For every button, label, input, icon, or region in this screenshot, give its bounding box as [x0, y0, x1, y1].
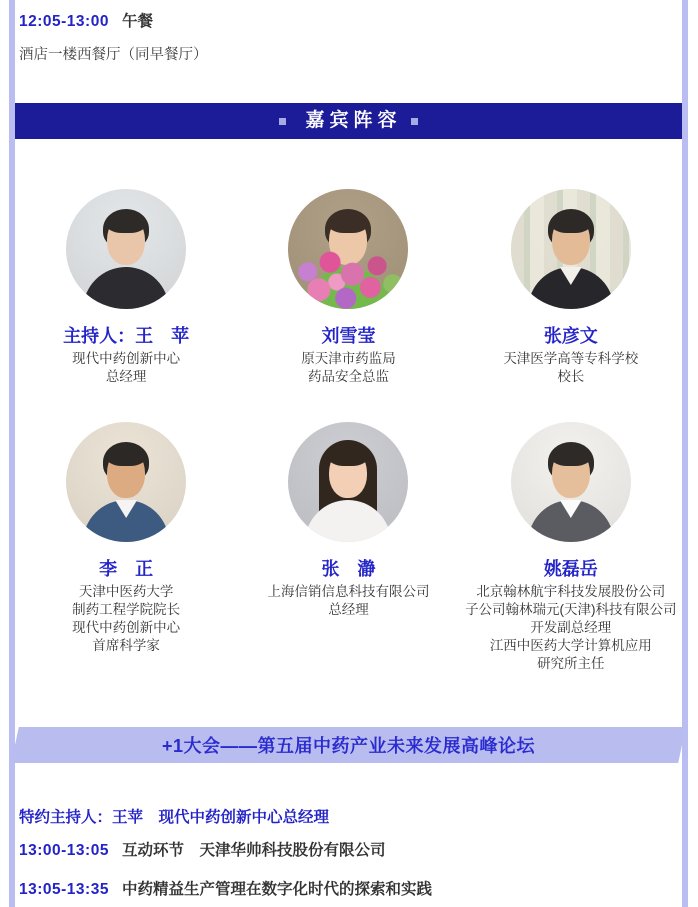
- lunch-location: 酒店一楼西餐厅（同早餐厅）: [19, 47, 208, 63]
- avatar-face: [329, 448, 367, 498]
- speaker-title-line: 现代中药创新中心: [72, 351, 181, 366]
- speaker-photo: [66, 189, 186, 309]
- speaker-title-line: 总经理: [328, 602, 369, 617]
- speaker-title-line: 开发副总经理: [530, 620, 612, 635]
- guest-section-title: 嘉宾阵容: [305, 110, 402, 131]
- guest-section-banner: [15, 103, 682, 139]
- speaker-name: 张 瀞: [321, 559, 376, 579]
- schedule-item-title: 互动环节 天津华帅科技股份有限公司: [121, 842, 386, 859]
- speaker-card: [288, 189, 408, 386]
- schedule-item-time: 13:05-13:35: [19, 881, 109, 898]
- speaker-card: [465, 422, 677, 673]
- page-content: [15, 0, 682, 901]
- lunch-time: 12:05-13:00: [19, 13, 109, 30]
- speaker-photo: [288, 189, 408, 309]
- avatar-shoulders: [528, 500, 614, 542]
- avatar-shoulders: [83, 500, 169, 542]
- bullet-square-icon: [411, 118, 418, 125]
- speaker-title-line: 江西中医药大学计算机应用: [489, 638, 652, 653]
- afternoon-schedule-block: [15, 807, 682, 901]
- avatar-face: [107, 448, 145, 498]
- special-host-line: 特约主持人：王苹 现代中药创新中心总经理: [19, 809, 330, 826]
- speaker-titles: [503, 350, 638, 386]
- lunch-schedule-block: [15, 12, 682, 65]
- speaker-title-line: 上海信销信息科技有限公司: [267, 584, 430, 599]
- speaker-card: [503, 189, 638, 386]
- speakers-grid: [15, 189, 682, 673]
- speaker-titles: [72, 350, 180, 386]
- speaker-title-line: 原天津市药监局: [301, 351, 396, 366]
- right-border-bar: [682, 0, 688, 907]
- avatar-face: [552, 448, 590, 498]
- avatar-shoulders: [83, 267, 169, 309]
- speaker-photo: [66, 422, 186, 542]
- speaker-name: 姚磊岳: [543, 559, 598, 579]
- speaker-name: 张彦文: [543, 326, 598, 346]
- avatar-face: [107, 215, 145, 265]
- speaker-titles: [267, 583, 429, 619]
- speaker-name: 刘雪莹: [321, 326, 376, 346]
- bullet-square-icon: [279, 118, 286, 125]
- speaker-title-line: 子公司翰林瑞元(天津)科技有限公司: [465, 602, 677, 617]
- speaker-title-line: 药品安全总监: [307, 369, 389, 384]
- flower-bouquet: [292, 249, 404, 309]
- speaker-title-line: 天津中医药大学: [78, 584, 174, 599]
- speaker-titles: [301, 350, 396, 386]
- speaker-card: [267, 422, 429, 673]
- speaker-title-line: 校长: [557, 369, 585, 384]
- speaker-card: [63, 189, 189, 386]
- speaker-titles: [465, 583, 677, 673]
- left-border-bar: [9, 0, 15, 907]
- forum-section-banner: [11, 727, 686, 763]
- lunch-schedule-line: [15, 12, 682, 32]
- forum-banner-title: +1大会——第五届中药产业未来发展高峰论坛: [161, 736, 536, 756]
- speaker-title-line: 研究所主任: [537, 656, 605, 671]
- speaker-title-line: 总经理: [105, 369, 147, 384]
- speaker-photo: [511, 422, 631, 542]
- schedule-item: [15, 840, 682, 862]
- speaker-title-line: 制药工程学院院长: [72, 602, 181, 617]
- avatar-face: [552, 215, 590, 265]
- speaker-name: 李 正: [99, 559, 154, 579]
- avatar-shoulders: [305, 500, 391, 542]
- schedule-item-time: 13:00-13:05: [19, 842, 109, 859]
- speaker-photo: [511, 189, 631, 309]
- speaker-photo: [288, 422, 408, 542]
- speaker-title-line: 天津医学高等专科学校: [503, 351, 639, 366]
- lunch-label: 午餐: [121, 13, 153, 30]
- speaker-title-line: 北京翰林航宇科技发展股份公司: [476, 584, 666, 599]
- speaker-card: [66, 422, 186, 673]
- speaker-title-line: 首席科学家: [92, 638, 160, 653]
- speaker-titles: [72, 583, 180, 655]
- speaker-name: 主持人：王 苹: [63, 326, 190, 346]
- speaker-title-line: 现代中药创新中心: [72, 620, 181, 635]
- schedule-item-title: 中药精益生产管理在数字化时代的探索和实践: [121, 881, 432, 898]
- schedule-item: [15, 879, 682, 901]
